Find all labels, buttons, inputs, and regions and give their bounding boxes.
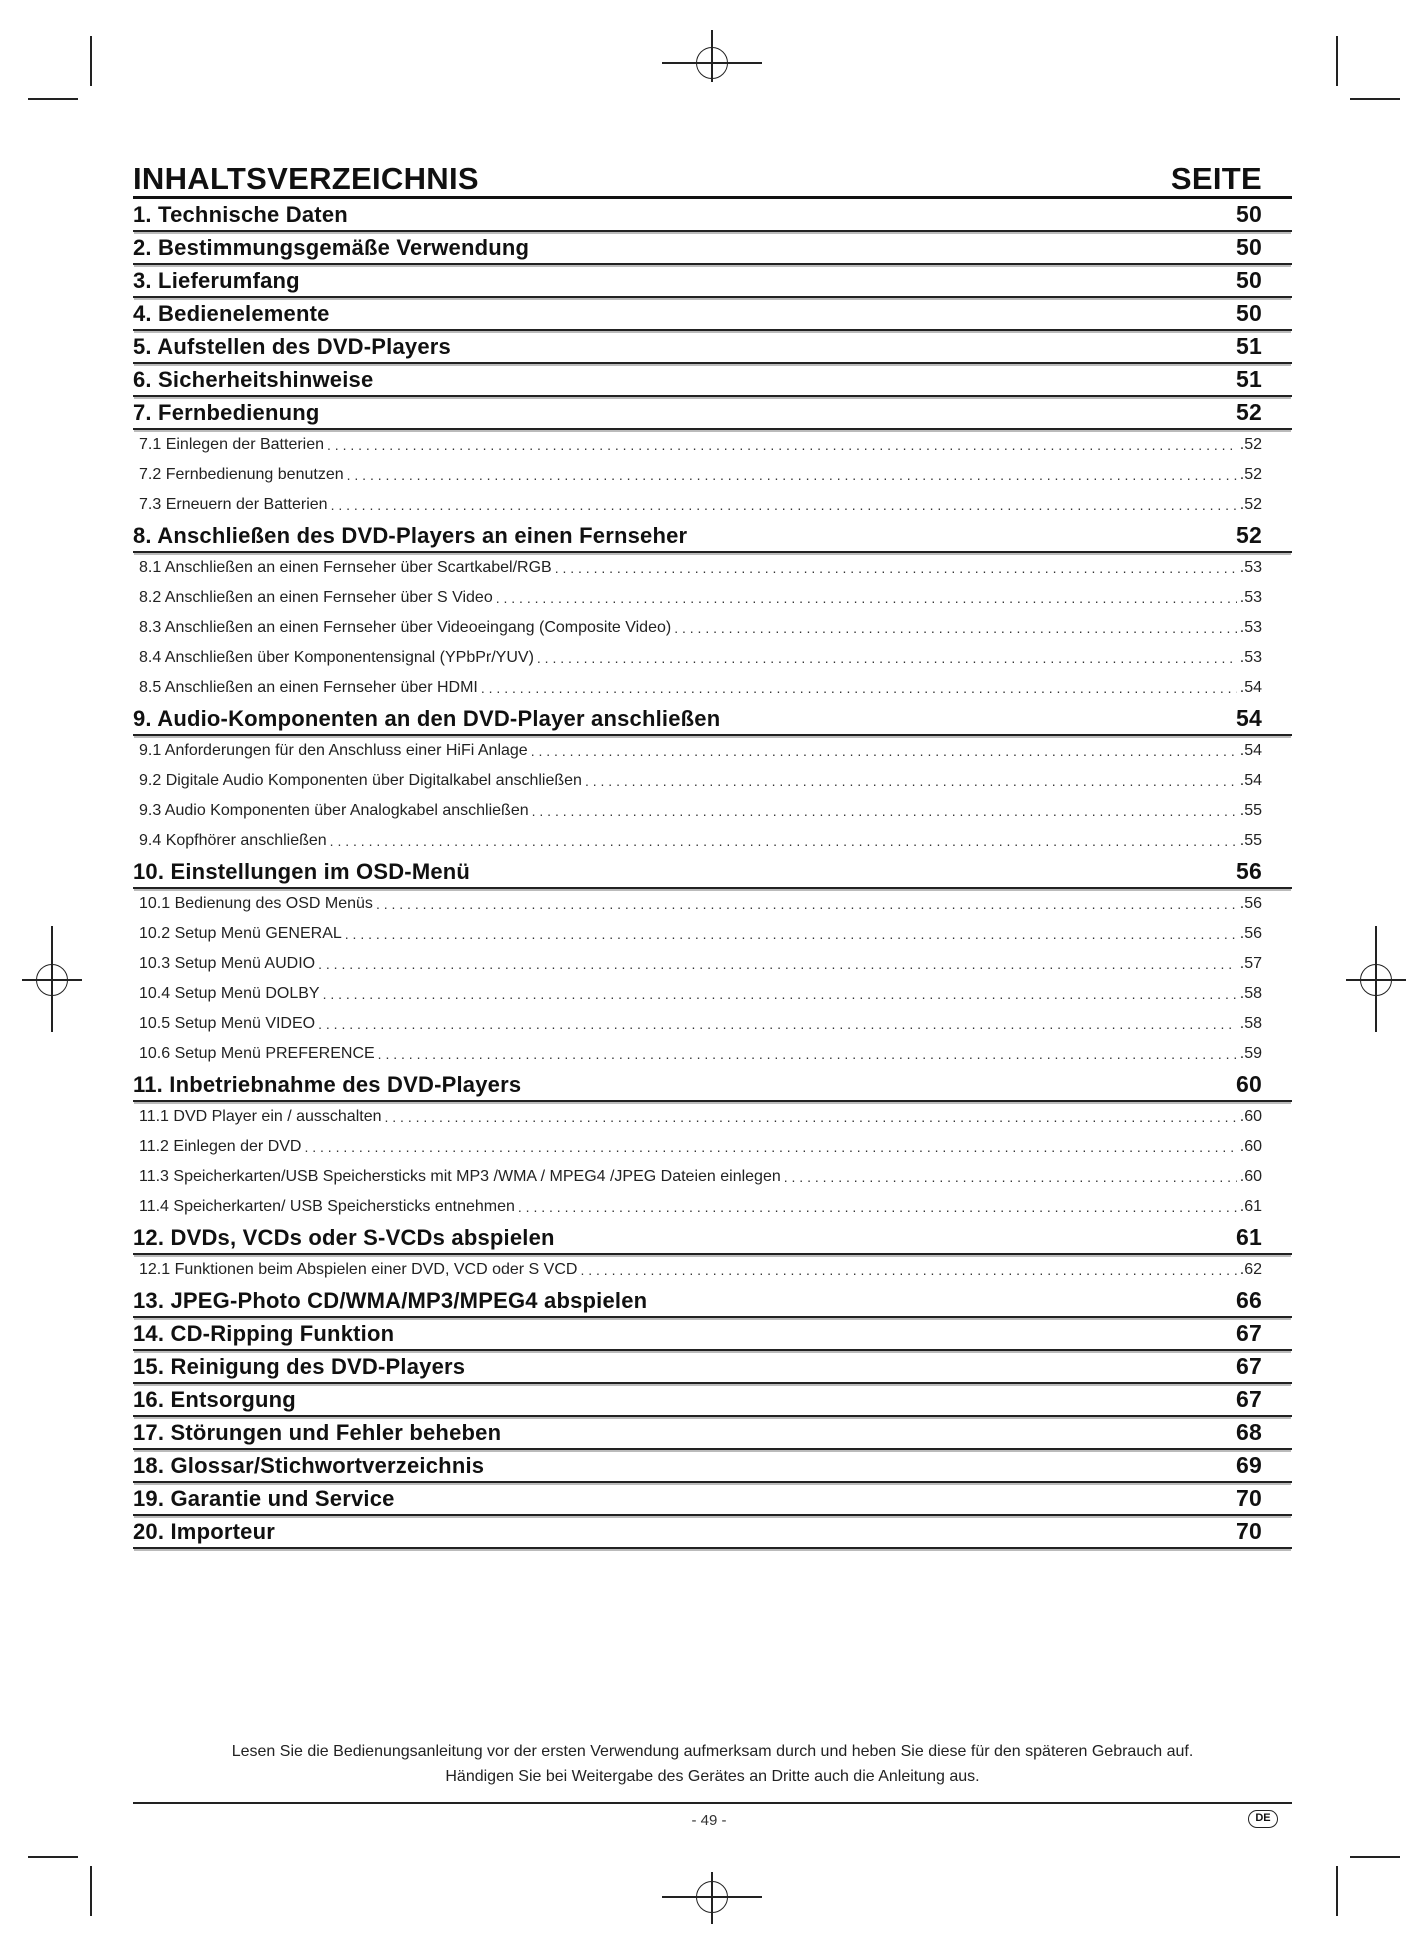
subsection-page: .54 (1239, 772, 1262, 789)
registration-circle (1360, 964, 1392, 996)
dot-leader (318, 1016, 1237, 1032)
toc-section[interactable] (133, 199, 1292, 232)
subsection-page: .53 (1239, 559, 1262, 576)
crop-mark (90, 1866, 92, 1916)
dot-leader (378, 1046, 1237, 1062)
toc-subsection[interactable] (133, 613, 1292, 643)
table-of-contents (133, 160, 1292, 1549)
dot-leader (537, 650, 1237, 666)
subsection-page: .54 (1239, 679, 1262, 696)
page-number: - 49 - (691, 1812, 727, 1829)
subsection-page: .52 (1239, 466, 1262, 483)
subsection-page: .53 (1239, 649, 1262, 666)
section-page: 50 (1236, 267, 1262, 293)
section-title: 4. Bedienelemente (133, 300, 330, 326)
section-title: 5. Aufstellen des DVD-Players (133, 333, 451, 359)
subsection-page: .55 (1239, 832, 1262, 849)
subsection-title: 8.2 Anschließen an einen Fernseher über S Video (139, 589, 493, 606)
dot-leader (585, 773, 1237, 789)
subsection-title: 9.4 Kopfhörer anschließen (139, 832, 327, 849)
dot-leader (323, 986, 1237, 1002)
subsection-page: .60 (1239, 1138, 1262, 1155)
subsection-page: .54 (1239, 742, 1262, 759)
toc-header (133, 160, 1292, 199)
subsection-title: 10.6 Setup Menü PREFERENCE (139, 1045, 375, 1062)
toc-section[interactable] (133, 1069, 1292, 1102)
subsection-page: .61 (1239, 1198, 1262, 1215)
crop-mark (90, 36, 92, 86)
subsection-title: 7.2 Fernbedienung benutzen (139, 466, 344, 483)
subsection-page: .59 (1239, 1045, 1262, 1062)
subsection-page: .52 (1239, 496, 1262, 513)
section-title: 2. Bestimmungsgemäße Verwendung (133, 234, 530, 260)
subsection-title: 10.4 Setup Menü DOLBY (139, 985, 320, 1002)
dot-leader (385, 1109, 1237, 1125)
dot-leader (518, 1199, 1237, 1215)
subsection-page: .57 (1239, 955, 1262, 972)
usage-note-line-2: Händigen Sie bei Weitergabe des Gerätes an Dritte auch die Anleitung aus. (445, 1768, 980, 1785)
toc-section[interactable] (133, 232, 1292, 265)
section-page: 51 (1236, 333, 1262, 359)
subsection-page: .53 (1239, 589, 1262, 606)
toc-section[interactable] (133, 1384, 1292, 1417)
subsection-page: .56 (1239, 895, 1262, 912)
toc-subsection[interactable] (133, 949, 1292, 979)
subsection-title: 7.1 Einlegen der Batterien (139, 436, 325, 453)
toc-section[interactable] (133, 1450, 1292, 1483)
section-page: 52 (1236, 522, 1262, 548)
toc-subsection[interactable] (133, 460, 1292, 490)
toc-section[interactable] (133, 265, 1292, 298)
section-title: 15. Reinigung des DVD-Players (133, 1353, 466, 1379)
toc-section[interactable] (133, 397, 1292, 430)
section-title: 12. DVDs, VCDs oder S-VCDs abspielen (133, 1224, 555, 1250)
subsection-title: 10.5 Setup Menü VIDEO (139, 1015, 316, 1032)
toc-subsection[interactable] (133, 979, 1292, 1009)
toc-section[interactable] (133, 364, 1292, 397)
section-page: 51 (1236, 366, 1262, 392)
toc-section[interactable] (133, 1417, 1292, 1450)
language-badge: DE (1248, 1810, 1278, 1828)
section-page: 70 (1236, 1485, 1262, 1511)
subsection-title: 8.5 Anschließen an einen Fernseher über HDMI (139, 679, 478, 696)
toc-section[interactable] (133, 1483, 1292, 1516)
subsection-title: 11.3 Speicherkarten/USB Speichersticks mit MP3 /WMA / MPEG4 /JPEG Dateien einlegen (139, 1168, 781, 1185)
section-page: 50 (1236, 201, 1262, 227)
crop-mark (1336, 1866, 1338, 1916)
toc-subsection[interactable] (133, 643, 1292, 673)
crop-mark (28, 1856, 78, 1858)
section-page: 52 (1236, 399, 1262, 425)
section-title: 20. Importeur (133, 1518, 275, 1544)
toc-subsection[interactable] (133, 1162, 1292, 1192)
toc-subsection[interactable] (133, 583, 1292, 613)
subsection-title: 9.3 Audio Komponenten über Analogkabel anschließen (139, 802, 529, 819)
section-title: 13. JPEG-Photo CD/WMA/MP3/MPEG4 abspielen (133, 1287, 648, 1313)
subsection-page: .52 (1239, 436, 1262, 453)
dot-leader (331, 497, 1237, 513)
subsection-title: 12.1 Funktionen beim Abspielen einer DVD, VCD oder S VCD (139, 1261, 578, 1278)
toc-body (133, 199, 1292, 1549)
subsection-page: .55 (1239, 802, 1262, 819)
section-title: 6. Sicherheitshinweise (133, 366, 374, 392)
toc-subsection[interactable] (133, 1102, 1292, 1132)
toc-title: INHALTSVERZEICHNIS (133, 161, 479, 196)
section-page: 70 (1236, 1518, 1262, 1544)
toc-section[interactable] (133, 331, 1292, 364)
section-title: 7. Fernbedienung (133, 399, 320, 425)
dot-leader (580, 1262, 1236, 1278)
dot-leader (376, 896, 1237, 912)
section-page: 50 (1236, 300, 1262, 326)
subsection-page: .56 (1239, 925, 1262, 942)
dot-leader (784, 1169, 1237, 1185)
dot-leader (481, 680, 1237, 696)
dot-leader (345, 926, 1237, 942)
section-page: 50 (1236, 234, 1262, 260)
dot-leader (347, 467, 1237, 483)
section-title: 19. Garantie und Service (133, 1485, 395, 1511)
toc-subsection[interactable] (133, 736, 1292, 766)
toc-subsection[interactable] (133, 766, 1292, 796)
registration-circle (696, 1881, 728, 1913)
section-page: 67 (1236, 1386, 1262, 1412)
subsection-title: 10.1 Bedienung des OSD Menüs (139, 895, 373, 912)
subsection-title: 8.1 Anschließen an einen Fernseher über Scartkabel/RGB (139, 559, 552, 576)
page-column-label: SEITE (1170, 161, 1262, 196)
subsection-title: 11.2 Einlegen der DVD (139, 1138, 302, 1155)
dot-leader (555, 560, 1237, 576)
subsection-title: 9.2 Digitale Audio Komponenten über Digitalkabel anschließen (139, 772, 582, 789)
dot-leader (532, 803, 1237, 819)
section-title: 11. Inbetriebnahme des DVD-Players (133, 1071, 522, 1097)
toc-subsection[interactable] (133, 796, 1292, 826)
subsection-page: .53 (1239, 619, 1262, 636)
toc-section[interactable] (133, 1222, 1292, 1255)
section-title: 8. Anschließen des DVD-Players an einen Fernseher (133, 522, 688, 548)
section-page: 68 (1236, 1419, 1262, 1445)
section-page: 61 (1236, 1224, 1262, 1250)
crop-mark (1350, 1856, 1400, 1858)
toc-section[interactable] (133, 703, 1292, 736)
subsection-page: .58 (1239, 1015, 1262, 1032)
section-title: 3. Lieferumfang (133, 267, 300, 293)
toc-section[interactable] (133, 1516, 1292, 1549)
subsection-page: .60 (1239, 1168, 1262, 1185)
toc-subsection[interactable] (133, 919, 1292, 949)
section-title: 18. Glossar/Stichwortverzeichnis (133, 1452, 485, 1478)
dot-leader (496, 590, 1237, 606)
subsection-title: 8.4 Anschließen über Komponentensignal (YPbPr/YUV) (139, 649, 534, 666)
toc-section[interactable] (133, 298, 1292, 331)
dot-leader (304, 1139, 1236, 1155)
subsection-page: .60 (1239, 1108, 1262, 1125)
section-title: 17. Störungen und Fehler beheben (133, 1419, 502, 1445)
subsection-page: .62 (1239, 1261, 1262, 1278)
dot-leader (327, 437, 1237, 453)
toc-subsection[interactable] (133, 1192, 1292, 1222)
toc-subsection[interactable] (133, 673, 1292, 703)
toc-subsection[interactable] (133, 1039, 1292, 1069)
usage-note-line-1: Lesen Sie die Bedienungsanleitung vor der ersten Verwendung aufmerksam durch und heben Sie diese für den späteren Gebrauch auf. (231, 1743, 1194, 1760)
subsection-title: 11.1 DVD Player ein / ausschalten (139, 1108, 382, 1125)
footer-divider (133, 1802, 1292, 1804)
toc-subsection[interactable] (133, 1255, 1292, 1285)
section-title: 1. Technische Daten (133, 201, 348, 227)
toc-subsection[interactable] (133, 490, 1292, 520)
section-title: 16. Entsorgung (133, 1386, 296, 1412)
toc-section[interactable] (133, 1285, 1292, 1318)
toc-subsection[interactable] (133, 889, 1292, 919)
subsection-title: 9.1 Anforderungen für den Anschluss einer HiFi Anlage (139, 742, 528, 759)
subsection-title: 8.3 Anschließen an einen Fernseher über Videoeingang (Composite Video) (139, 619, 672, 636)
dot-leader (531, 743, 1237, 759)
section-page: 69 (1236, 1452, 1262, 1478)
toc-section[interactable] (133, 1351, 1292, 1384)
crop-mark (28, 98, 78, 100)
toc-subsection[interactable] (133, 1132, 1292, 1162)
crop-mark (1336, 36, 1338, 86)
toc-subsection[interactable] (133, 553, 1292, 583)
subsection-title: 10.3 Setup Menü AUDIO (139, 955, 316, 972)
toc-section[interactable] (133, 520, 1292, 553)
section-page: 67 (1236, 1353, 1262, 1379)
subsection-title: 11.4 Speicherkarten/ USB Speichersticks entnehmen (139, 1198, 515, 1215)
toc-subsection[interactable] (133, 430, 1292, 460)
subsection-title: 7.3 Erneuern der Batterien (139, 496, 328, 513)
section-title: 9. Audio-Komponenten an den DVD-Player anschließen (133, 705, 721, 731)
toc-section[interactable] (133, 1318, 1292, 1351)
toc-subsection[interactable] (133, 826, 1292, 856)
registration-circle (36, 964, 68, 996)
registration-circle (696, 47, 728, 79)
toc-subsection[interactable] (133, 1009, 1292, 1039)
section-page: 67 (1236, 1320, 1262, 1346)
section-page: 54 (1236, 705, 1262, 731)
subsection-title: 10.2 Setup Menü GENERAL (139, 925, 342, 942)
section-page: 66 (1236, 1287, 1262, 1313)
section-page: 60 (1236, 1071, 1262, 1097)
toc-section[interactable] (133, 856, 1292, 889)
section-title: 10. Einstellungen im OSD-Menü (133, 858, 471, 884)
dot-leader (330, 833, 1237, 849)
dot-leader (674, 620, 1237, 636)
dot-leader (318, 956, 1237, 972)
section-page: 56 (1236, 858, 1262, 884)
section-title: 14. CD-Ripping Funktion (133, 1320, 395, 1346)
crop-mark (1350, 98, 1400, 100)
subsection-page: .58 (1239, 985, 1262, 1002)
